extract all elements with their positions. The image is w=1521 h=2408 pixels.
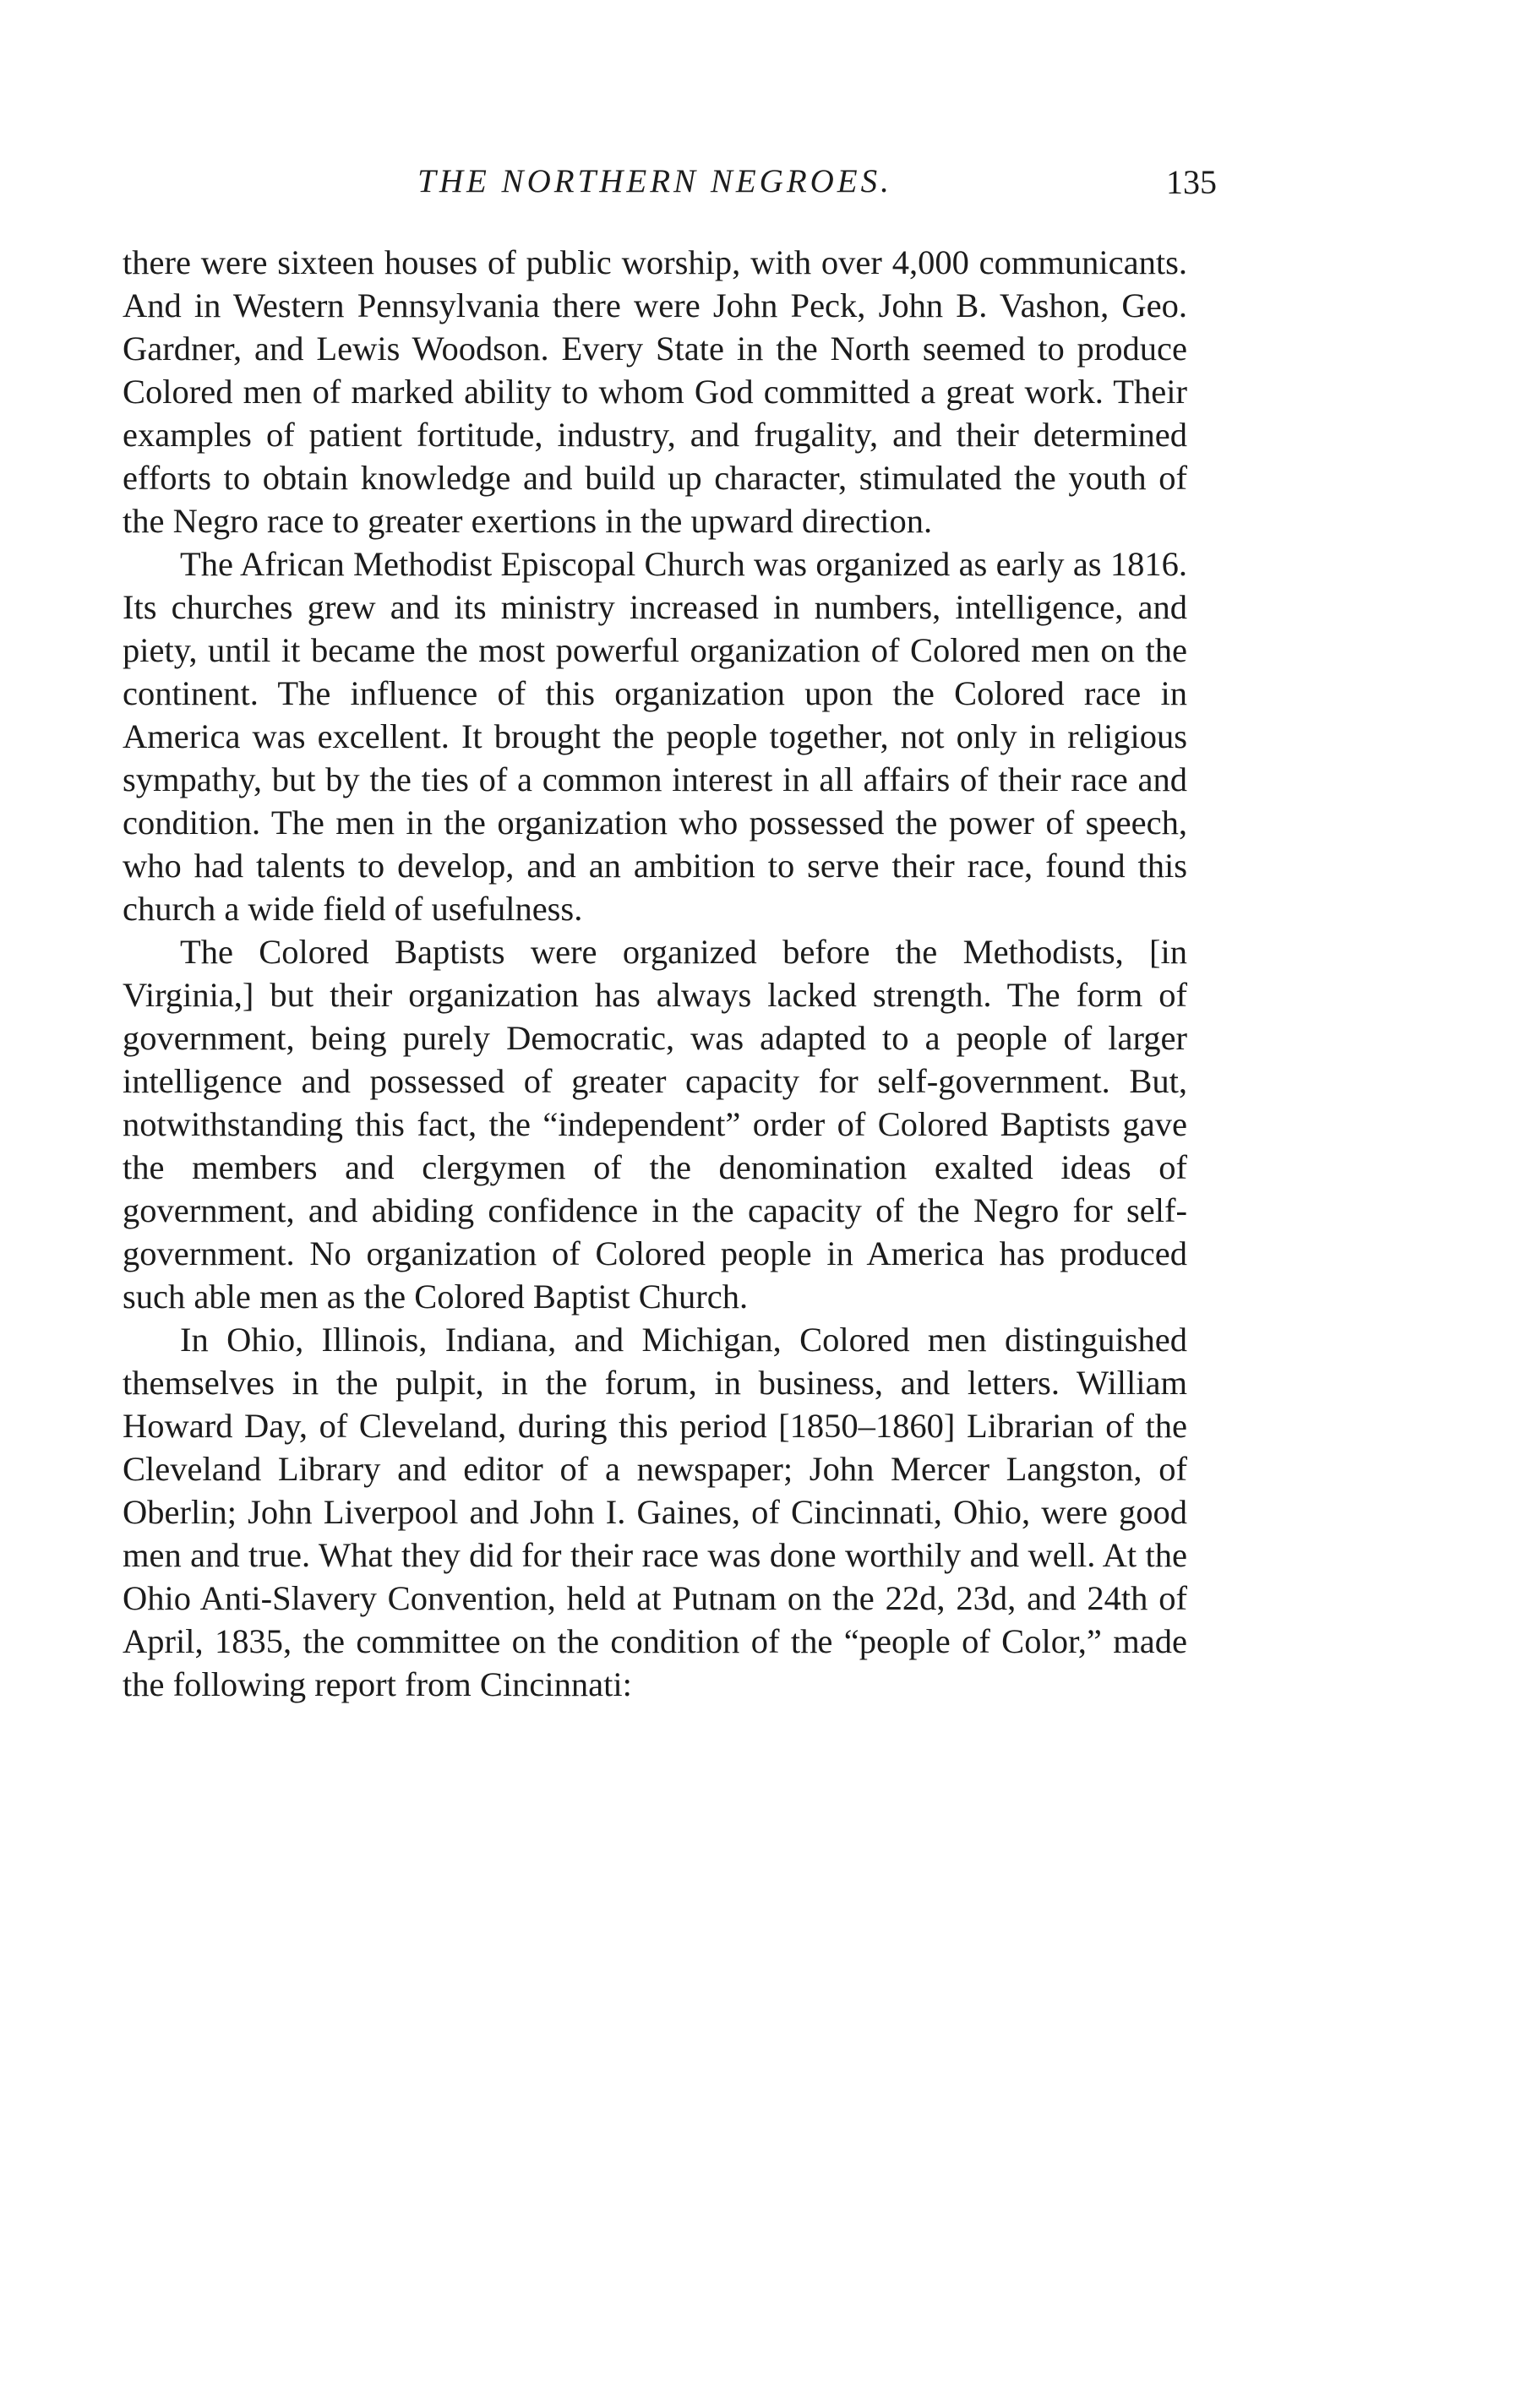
page-number: 135 bbox=[1166, 163, 1217, 201]
running-head bbox=[123, 162, 1217, 213]
paragraph-ame-church: The African Methodist Episcopal Church was organized as early as 1816. Its churches grew and its ministry increased in numbers, intelligence, and piety, until it became the most powerful organization of Colored men on the continent. The influence of this organization upon the Colored race in America was excellent. It brought the people together, not only in religious sympathy, but by the ties of a common interest in all affairs of their race and condition. The men in the organization who possessed the power of speech, who had talents to develop, and an ambition to serve their race, found this church a wide field of usefulness. bbox=[123, 545, 1187, 928]
body-text bbox=[123, 241, 1187, 1706]
paragraph-ohio-illinois: In Ohio, Illinois, Indiana, and Michigan, Colored men distinguished themselves in the pulpit, in the forum, in business, and letters. William Howard Day, of Cleveland, during this period [1850–1860] Librarian of the Cleveland Library and editor of a newspaper; John Mercer Langston, of Oberlin; John Liverpool and John I. Gaines, of Cincinnati, Ohio, were good men and true. What they did for their race was done worthily and well. At the Ohio Anti-Slavery Convention, held at Putnam on the 22d, 23d, and 24th of April, 1835, the committee on the condition of the “people of Color,” made the following report from Cincinnati: bbox=[123, 1321, 1187, 1703]
paragraph-continued: there were sixteen houses of public worship, with over 4,000 communicants. And in Western Pennsylvania there were John Peck, John B. Vashon, Geo. Gardner, and Lewis Woodson. Every State in the North seemed to produce Colored men of marked ability to whom God committed a great work. Their examples of patient fortitude, industry, and frugality, and their determined efforts to obtain knowledge and build up character, stimulated the youth of the Negro race to greater exertions in the upward direction. bbox=[123, 243, 1187, 540]
running-title: THE NORTHERN NEGROES. bbox=[417, 163, 892, 199]
paragraph-colored-baptists: The Colored Baptists were organized before the Methodists, [in Virginia,] but their organization has always lacked strength. The form of government, being purely Democratic, was adapted to a people of larger intelligence and possessed of greater capacity for self-government. But, notwithstanding this fact, the “independent” order of Colored Baptists gave the members and clergymen of the denomination exalted ideas of government, and abiding confidence in the capacity of the Negro for self-government. No organization of Colored people in America has produced such able men as the Colored Baptist Church. bbox=[123, 933, 1187, 1316]
